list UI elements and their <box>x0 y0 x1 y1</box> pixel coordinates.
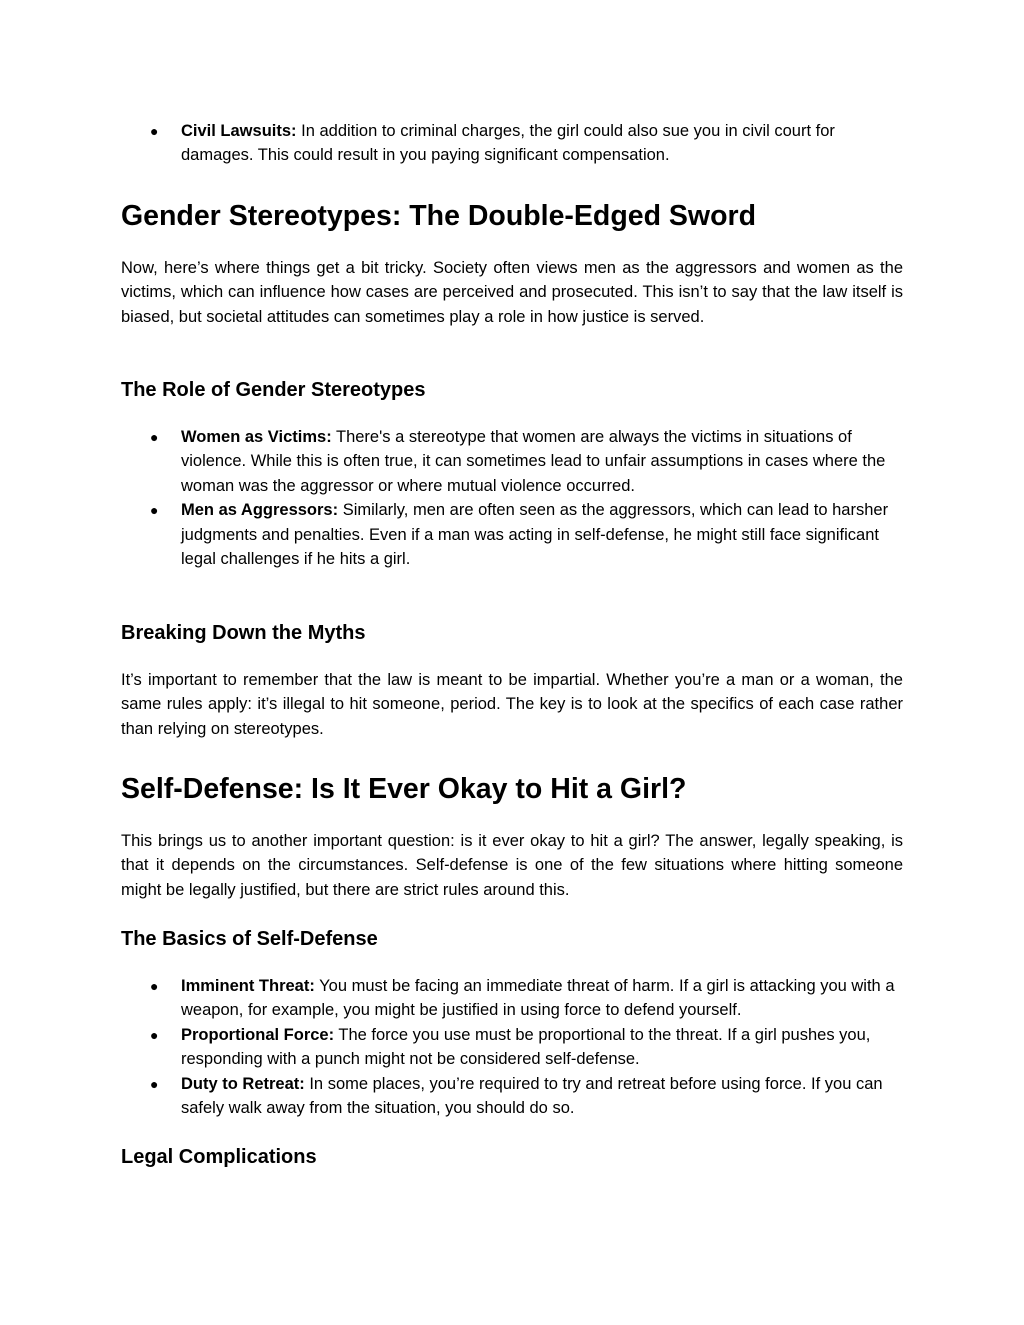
item-text: The force you use must be proportional to the threat. If a girl pushes you, responding with a punch might not be considered self-defense. <box>181 1025 871 1069</box>
item-label: Civil Lawsuits: <box>181 122 297 140</box>
heading-self-defense: Self-Defense: Is It Ever Okay to Hit a Girl? <box>121 773 687 805</box>
self-defense-list <box>121 974 903 1120</box>
heading-legal-complications: Legal Complications <box>121 1146 317 1168</box>
stereotypes-list <box>121 425 903 571</box>
myths-paragraph: It’s important to remember that the law is meant to be impartial. Whether you’re a man or a woman, the same rules apply: it’s illegal to hit someone, period. The key is to look at the specifics of each case rather than relying on stereotypes. <box>121 671 903 738</box>
list-item <box>121 1072 903 1121</box>
heading-basics-self-defense: The Basics of Self-Defense <box>121 928 378 950</box>
item-label: Women as Victims: <box>181 428 332 446</box>
item-label: Imminent Threat: <box>181 977 315 995</box>
list-item <box>121 498 903 571</box>
bullet-icon: ● <box>150 1075 159 1092</box>
item-text: You must be facing an immediate threat of harm. If a girl is attacking you with a weapon, for example, you might be justified in using force to defend yourself. <box>181 977 895 1020</box>
list-item <box>121 1023 903 1072</box>
bullet-icon: ● <box>150 429 159 445</box>
list-item <box>121 425 903 498</box>
list-item <box>121 974 903 1023</box>
item-text: Similarly, men are often seen as the aggressors, which can lead to harsher judgments and penalties. Even if a man was acting in self-defense, he might still face significant legal challenges if he hits a girl. <box>181 501 889 569</box>
item-text: In addition to criminal charges, the girl could also sue you in civil court for damages. This could result in you paying significant compensation. <box>181 122 835 165</box>
list-item <box>121 119 903 168</box>
heading-breaking-myths: Breaking Down the Myths <box>121 622 366 644</box>
item-label: Proportional Force: <box>181 1025 335 1044</box>
bullet-icon: ● <box>150 502 159 519</box>
self-defense-paragraph: This brings us to another important question: is it ever okay to hit a girl? The answer, legally speaking, is that it depends on the circumstances. Self-defense is one of the few situations where hitting someone might be legally justified, but there are strict rules around this. <box>121 832 903 899</box>
item-text: In some places, you’re required to try and retreat before using force. If you can safely walk away from the situation, you should do so. <box>181 1074 883 1118</box>
bullet-icon: ● <box>150 123 159 139</box>
civil-lawsuits-list <box>121 119 903 168</box>
bullet-icon: ● <box>150 1026 159 1043</box>
item-label: Duty to Retreat: <box>181 1074 305 1093</box>
item-text: There's a stereotype that women are always the victims in situations of violence. While this is often true, it can sometimes lead to unfair assumptions in cases where the woman was the aggressor or where mutual violence occurred. <box>181 428 886 495</box>
item-label: Men as Aggressors: <box>181 501 339 520</box>
heading-gender-stereotypes: Gender Stereotypes: The Double-Edged Sword <box>121 200 757 232</box>
heading-role-of-stereotypes: The Role of Gender Stereotypes <box>121 379 426 401</box>
bullet-icon: ● <box>150 978 159 994</box>
gender-intro-paragraph: Now, here’s where things get a bit tricky. Society often views men as the aggressors and women as the victims, which can influence how cases are perceived and prosecuted. This isn’t to say that the law itself is biased, but societal attitudes can sometimes play a role in how justice is served. <box>121 259 903 326</box>
